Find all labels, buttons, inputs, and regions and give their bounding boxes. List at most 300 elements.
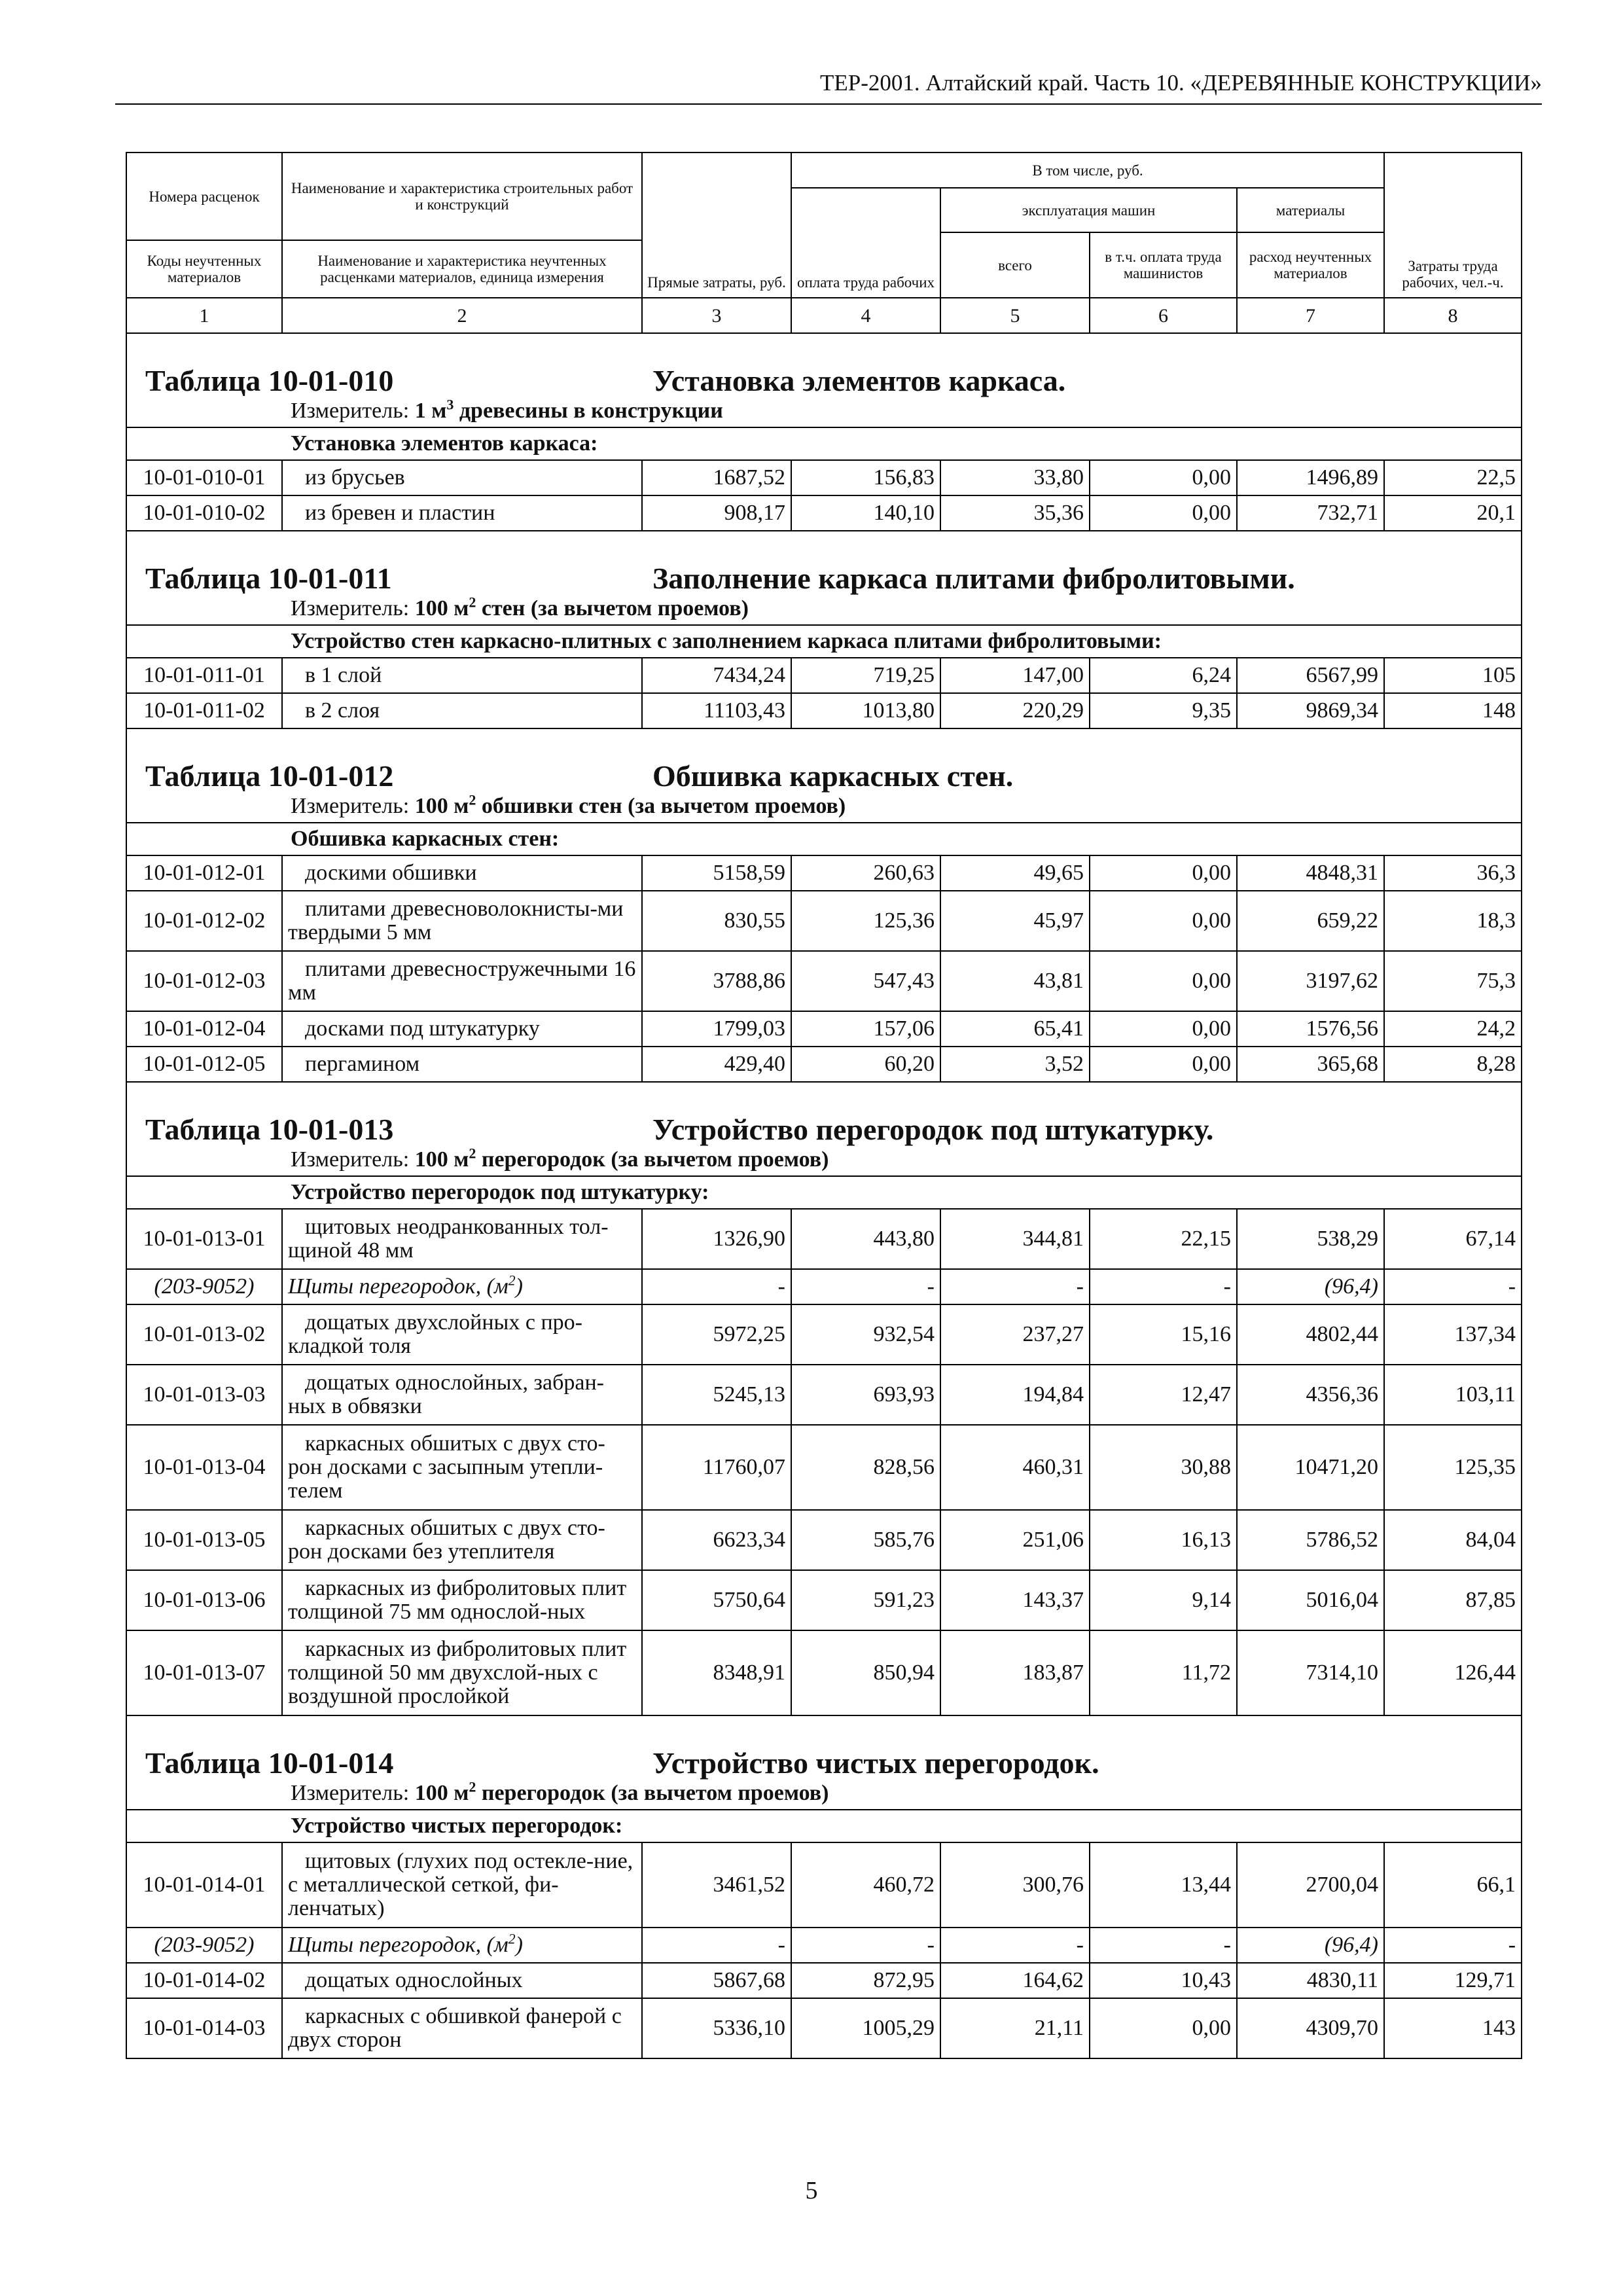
- table-title: Устройство перегородок под штукатурку.: [652, 1113, 1214, 1146]
- materials-cell: 6567,99: [1237, 658, 1384, 693]
- labor-hours-cell: 24,2: [1384, 1011, 1522, 1047]
- labor-hours-cell: 148: [1384, 693, 1522, 728]
- machinist-pay-cell: -: [1090, 1928, 1237, 1963]
- table-row: [126, 951, 1522, 1011]
- materials-cell: 10471,20: [1237, 1425, 1384, 1510]
- meter-unit: 100 м: [414, 1781, 469, 1805]
- labor-cost-cell: 460,72: [791, 1842, 940, 1928]
- machines-total-cell: 164,62: [940, 1963, 1090, 1998]
- table-section-title: [126, 728, 1522, 795]
- group-header: В том числе, руб.: [791, 152, 1384, 188]
- direct-cost-cell: 7434,24: [642, 658, 791, 693]
- table-row: [126, 1963, 1522, 1998]
- work-name: [282, 1630, 642, 1715]
- material-name-end: ): [515, 1933, 523, 1957]
- direct-cost-cell: 5336,10: [642, 1998, 791, 2058]
- materials-cell: (96,4): [1237, 1269, 1384, 1304]
- work-name-text: пергамином: [305, 1052, 420, 1076]
- machines-total-cell: -: [940, 1928, 1090, 1963]
- col2-bottom-header: Наименование и характеристика неучтенных расценками материалов, единица измерения: [282, 240, 642, 298]
- table-row: [126, 1998, 1522, 2058]
- work-name-text: дощатых однослойных: [305, 1968, 523, 1992]
- column-numbers-row: [126, 298, 1522, 333]
- rate-code: 10-01-010-02: [126, 495, 282, 531]
- labor-cost-cell: 157,06: [791, 1011, 940, 1047]
- col8-header: Затраты труда рабочих, чел.-ч.: [1384, 152, 1522, 298]
- machines-total-cell: 33,80: [940, 460, 1090, 495]
- table-section-title-row: [126, 1715, 1522, 1782]
- machinist-pay-cell: 11,72: [1090, 1630, 1237, 1715]
- labor-cost-cell: -: [791, 1269, 940, 1304]
- work-name-text: щитовых неодранкованных тол-щиной 48 мм: [288, 1215, 609, 1263]
- meter-label: Измеритель:: [291, 1147, 410, 1172]
- material-name: [282, 1928, 642, 1963]
- meter-label: Измеритель:: [291, 596, 410, 620]
- table-number: Таблица 10-01-010: [145, 364, 394, 397]
- table-number: Таблица 10-01-013: [145, 1113, 394, 1146]
- machinist-pay-cell: 9,35: [1090, 693, 1237, 728]
- column-number: 5: [940, 298, 1090, 333]
- machines-total-cell: 251,06: [940, 1510, 1090, 1570]
- page-number: 5: [805, 2177, 818, 2204]
- meter-unit-power: 2: [469, 791, 476, 808]
- labor-cost-cell: -: [791, 1928, 940, 1963]
- meter-row: [126, 399, 1522, 427]
- labor-hours-cell: 67,14: [1384, 1209, 1522, 1269]
- header-rule: [115, 103, 1542, 105]
- column-number: 6: [1090, 298, 1237, 333]
- machines-total-cell: 194,84: [940, 1365, 1090, 1425]
- rate-code: 10-01-012-02: [126, 891, 282, 951]
- meter-description: древесины в конструкции: [454, 399, 723, 423]
- materials-cell: (96,4): [1237, 1928, 1384, 1963]
- labor-cost-cell: 443,80: [791, 1209, 940, 1269]
- machines-total-cell: 183,87: [940, 1630, 1090, 1715]
- table-row: [126, 693, 1522, 728]
- meter-unit: 1 м: [414, 399, 447, 423]
- materials-cell: 1576,56: [1237, 1011, 1384, 1047]
- work-name: [282, 855, 642, 891]
- work-name: [282, 460, 642, 495]
- labor-cost-cell: 547,43: [791, 951, 940, 1011]
- direct-cost-cell: 5867,68: [642, 1963, 791, 1998]
- labor-cost-cell: 719,25: [791, 658, 940, 693]
- meter-unit: 100 м: [414, 596, 469, 620]
- machines-total-cell: -: [940, 1269, 1090, 1304]
- rate-code: 10-01-013-06: [126, 1570, 282, 1630]
- direct-cost-cell: 5245,13: [642, 1365, 791, 1425]
- rate-code: 10-01-012-05: [126, 1047, 282, 1082]
- table-row: [126, 1570, 1522, 1630]
- machines-total-cell: 49,65: [940, 855, 1090, 891]
- table-row: [126, 460, 1522, 495]
- meter-line: [126, 396, 1522, 427]
- meter-unit-power: 3: [446, 396, 454, 413]
- machinist-pay-cell: 12,47: [1090, 1365, 1237, 1425]
- meter-unit-power: 2: [469, 594, 476, 611]
- table-row: [126, 1842, 1522, 1928]
- machinist-pay-cell: 0,00: [1090, 855, 1237, 891]
- table-number: Таблица 10-01-011: [145, 562, 392, 595]
- rate-code: 10-01-013-03: [126, 1365, 282, 1425]
- machines-total-cell: 21,11: [940, 1998, 1090, 2058]
- direct-cost-cell: 3461,52: [642, 1842, 791, 1928]
- materials-header: материалы: [1237, 188, 1384, 232]
- direct-cost-cell: 830,55: [642, 891, 791, 951]
- machinist-pay-cell: 9,14: [1090, 1570, 1237, 1630]
- direct-cost-cell: 8348,91: [642, 1630, 791, 1715]
- col2-top-header: Наименование и характеристика строительных работ и конструкций: [282, 152, 642, 240]
- table-title: Заполнение каркаса плитами фибролитовыми.: [652, 562, 1295, 595]
- rate-code: 10-01-014-02: [126, 1963, 282, 1998]
- labor-cost-cell: 850,94: [791, 1630, 940, 1715]
- work-name: [282, 1365, 642, 1425]
- col6-header: в т.ч. оплата труда машинистов: [1090, 232, 1237, 298]
- work-name-text: щитовых (глухих под остекле-ние, с металлической сеткой, фи-ленчатых): [288, 1849, 633, 1920]
- labor-hours-cell: 129,71: [1384, 1963, 1522, 1998]
- rate-code: 10-01-013-05: [126, 1510, 282, 1570]
- machinist-pay-cell: 0,00: [1090, 495, 1237, 531]
- direct-cost-cell: 5750,64: [642, 1570, 791, 1630]
- rate-code: 10-01-011-02: [126, 693, 282, 728]
- column-number: 7: [1237, 298, 1384, 333]
- work-name: [282, 658, 642, 693]
- materials-cell: 7314,10: [1237, 1630, 1384, 1715]
- work-name-text: дощатых однослойных, забран-ных в обвязки: [288, 1371, 604, 1418]
- direct-cost-cell: 11103,43: [642, 693, 791, 728]
- machinist-pay-cell: 0,00: [1090, 460, 1237, 495]
- materials-cell: 3197,62: [1237, 951, 1384, 1011]
- labor-hours-cell: 143: [1384, 1998, 1522, 2058]
- rate-code: 10-01-012-04: [126, 1011, 282, 1047]
- labor-hours-cell: 66,1: [1384, 1842, 1522, 1928]
- work-name: [282, 1842, 642, 1928]
- machines-total-cell: 344,81: [940, 1209, 1090, 1269]
- table-row: [126, 1365, 1522, 1425]
- column-number: 4: [791, 298, 940, 333]
- meter-description: перегородок (за вычетом проемов): [476, 1781, 829, 1805]
- subheader: Устройство стен каркасно-плитных с заполнением каркаса плитами фибролитовыми:: [126, 625, 1522, 658]
- machinist-pay-cell: 10,43: [1090, 1963, 1237, 1998]
- meter-description: стен (за вычетом проемов): [476, 596, 749, 620]
- table-row: [126, 1011, 1522, 1047]
- rate-code: 10-01-011-01: [126, 658, 282, 693]
- meter-unit: 100 м: [414, 794, 469, 818]
- materials-cell: 4848,31: [1237, 855, 1384, 891]
- meter-row: [126, 795, 1522, 823]
- meter-value: [414, 791, 846, 818]
- table-section-title-row: [126, 531, 1522, 597]
- table-row: [126, 495, 1522, 531]
- table-title: Устройство чистых перегородок.: [652, 1746, 1099, 1780]
- work-name: [282, 1047, 642, 1082]
- table-row: [126, 891, 1522, 951]
- subheader: Устройство перегородок под штукатурку:: [126, 1176, 1522, 1209]
- labor-hours-cell: 75,3: [1384, 951, 1522, 1011]
- labor-hours-cell: -: [1384, 1928, 1522, 1963]
- col1-top-header: Номера расценок: [126, 152, 282, 240]
- machinist-pay-cell: -: [1090, 1269, 1237, 1304]
- direct-cost-cell: 11760,07: [642, 1425, 791, 1510]
- table-head: [126, 152, 1522, 333]
- machines-total-cell: 43,81: [940, 951, 1090, 1011]
- meter-value: [414, 396, 723, 423]
- col7-header: расход неучтенных материалов: [1237, 232, 1384, 298]
- materials-cell: 659,22: [1237, 891, 1384, 951]
- meter-description: перегородок (за вычетом проемов): [476, 1147, 829, 1172]
- table-section-title-row: [126, 728, 1522, 795]
- labor-cost-cell: 872,95: [791, 1963, 940, 1998]
- labor-cost-cell: 125,36: [791, 891, 940, 951]
- labor-hours-cell: 87,85: [1384, 1570, 1522, 1630]
- direct-cost-cell: 429,40: [642, 1047, 791, 1082]
- rate-code: 10-01-013-04: [126, 1425, 282, 1510]
- col3-header: Прямые затраты, руб.: [642, 152, 791, 298]
- materials-cell: 4802,44: [1237, 1304, 1384, 1365]
- work-name: [282, 1209, 642, 1269]
- machines-total-cell: 220,29: [940, 693, 1090, 728]
- table-section-title: [126, 1082, 1522, 1148]
- rate-code: 10-01-013-02: [126, 1304, 282, 1365]
- work-name-text: в 1 слой: [305, 663, 382, 687]
- work-name: [282, 495, 642, 531]
- materials-cell: 5016,04: [1237, 1570, 1384, 1630]
- subheader-row: [126, 823, 1522, 855]
- table-number: Таблица 10-01-014: [145, 1746, 394, 1780]
- materials-cell: 2700,04: [1237, 1842, 1384, 1928]
- unit-power: 2: [508, 1272, 516, 1289]
- material-row: [126, 1269, 1522, 1304]
- work-name-text: плитами древесностружечными 16 мм: [288, 957, 636, 1005]
- labor-cost-cell: 932,54: [791, 1304, 940, 1365]
- machinist-pay-cell: 22,15: [1090, 1209, 1237, 1269]
- material-name-text: Щиты перегородок, (м: [288, 1933, 508, 1957]
- meter-row: [126, 597, 1522, 625]
- machinist-pay-cell: 15,16: [1090, 1304, 1237, 1365]
- column-number: 3: [642, 298, 791, 333]
- meter-line: [126, 594, 1522, 625]
- meter-value: [415, 1147, 829, 1172]
- labor-hours-cell: 20,1: [1384, 495, 1522, 531]
- table-row: [126, 1304, 1522, 1365]
- direct-cost-cell: 1687,52: [642, 460, 791, 495]
- meter-description: обшивки стен (за вычетом проемов): [476, 794, 846, 818]
- labor-hours-cell: 125,35: [1384, 1425, 1522, 1510]
- column-number: 8: [1384, 298, 1522, 333]
- page-header: ТЕР-2001. Алтайский край. Часть 10. «ДЕРЕВЯННЫЕ КОНСТРУКЦИИ»: [820, 70, 1542, 96]
- direct-cost-cell: 6623,34: [642, 1510, 791, 1570]
- work-name-text: в 2 слоя: [305, 698, 380, 723]
- machines-total-cell: 45,97: [940, 891, 1090, 951]
- machines-total-cell: 300,76: [940, 1842, 1090, 1928]
- materials-cell: 4309,70: [1237, 1998, 1384, 2058]
- meter-value: [415, 596, 749, 620]
- material-name: [282, 1269, 642, 1304]
- rate-code: 10-01-014-03: [126, 1998, 282, 2058]
- table-row: [126, 1425, 1522, 1510]
- meter-label: Измеритель:: [291, 399, 410, 423]
- machinist-pay-cell: 0,00: [1090, 891, 1237, 951]
- work-name: [282, 1011, 642, 1047]
- direct-cost-cell: 5972,25: [642, 1304, 791, 1365]
- machines-total-cell: 65,41: [940, 1011, 1090, 1047]
- labor-cost-cell: 693,93: [791, 1365, 940, 1425]
- work-name: [282, 1425, 642, 1510]
- direct-cost-cell: 908,17: [642, 495, 791, 531]
- machinist-pay-cell: 13,44: [1090, 1842, 1237, 1928]
- rate-code: 10-01-012-03: [126, 951, 282, 1011]
- machinist-pay-cell: 30,88: [1090, 1425, 1237, 1510]
- materials-cell: 732,71: [1237, 495, 1384, 531]
- materials-cell: 5786,52: [1237, 1510, 1384, 1570]
- meter-row: [126, 1782, 1522, 1810]
- subheader-row: [126, 1810, 1522, 1842]
- direct-cost-cell: -: [642, 1928, 791, 1963]
- direct-cost-cell: -: [642, 1269, 791, 1304]
- col4-header: оплата труда рабочих: [791, 188, 940, 298]
- materials-cell: 4830,11: [1237, 1963, 1384, 1998]
- labor-hours-cell: 8,28: [1384, 1047, 1522, 1082]
- table-section-title: [126, 333, 1522, 399]
- direct-cost-cell: 3788,86: [642, 951, 791, 1011]
- table-row: [126, 658, 1522, 693]
- labor-cost-cell: 260,63: [791, 855, 940, 891]
- table-row: [126, 1209, 1522, 1269]
- labor-cost-cell: 585,76: [791, 1510, 940, 1570]
- labor-hours-cell: 36,3: [1384, 855, 1522, 891]
- work-name-text: доскими обшивки: [305, 861, 477, 885]
- machinist-pay-cell: 0,00: [1090, 1047, 1237, 1082]
- work-name-text: каркасных обшитых с двух сто-рон досками без утеплителя: [288, 1516, 605, 1564]
- work-name: [282, 1998, 642, 2058]
- machines-total-cell: 237,27: [940, 1304, 1090, 1365]
- table-title: Обшивка каркасных стен.: [652, 759, 1014, 793]
- labor-cost-cell: 591,23: [791, 1570, 940, 1630]
- col5-header: всего: [940, 232, 1090, 298]
- machinist-pay-cell: 16,13: [1090, 1510, 1237, 1570]
- labor-hours-cell: 22,5: [1384, 460, 1522, 495]
- meter-row: [126, 1148, 1522, 1176]
- table-title: Установка элементов каркаса.: [652, 364, 1066, 397]
- table-section-title: [126, 531, 1522, 597]
- machines-total-cell: 3,52: [940, 1047, 1090, 1082]
- work-name-text: каркасных из фибролитовых плит толщиной 50 мм двухслой-ных с воздушной прослойкой: [288, 1637, 627, 1708]
- work-name: [282, 891, 642, 951]
- direct-cost-cell: 5158,59: [642, 855, 791, 891]
- labor-hours-cell: 126,44: [1384, 1630, 1522, 1715]
- labor-hours-cell: 18,3: [1384, 891, 1522, 951]
- rate-code: 10-01-014-01: [126, 1842, 282, 1928]
- meter-unit-power: 2: [469, 1778, 476, 1795]
- subheader-row: [126, 427, 1522, 460]
- direct-cost-cell: 1799,03: [642, 1011, 791, 1047]
- column-number: 1: [126, 298, 282, 333]
- work-name-text: каркасных с обшивкой фанерой с двух сторон: [288, 2004, 622, 2052]
- table-section-title-row: [126, 1082, 1522, 1148]
- meter-line: [126, 1145, 1522, 1176]
- table-section-title-row: [126, 333, 1522, 399]
- labor-hours-cell: 105: [1384, 658, 1522, 693]
- table-number: Таблица 10-01-012: [145, 759, 394, 793]
- work-name-text: плитами древесноволокнисты-ми твердыми 5 мм: [288, 897, 624, 944]
- machinist-pay-cell: 0,00: [1090, 1011, 1237, 1047]
- direct-cost-cell: 1326,90: [642, 1209, 791, 1269]
- machines-total-cell: 35,36: [940, 495, 1090, 531]
- machinist-pay-cell: 0,00: [1090, 951, 1237, 1011]
- work-name: [282, 1304, 642, 1365]
- meter-label: Измеритель:: [291, 1781, 410, 1805]
- meter-line: [126, 1778, 1522, 1810]
- meter-line: [126, 791, 1522, 823]
- subheader-row: [126, 625, 1522, 658]
- unit-power: 2: [508, 1930, 516, 1947]
- labor-cost-cell: 1013,80: [791, 693, 940, 728]
- materials-cell: 365,68: [1237, 1047, 1384, 1082]
- machines-total-cell: 460,31: [940, 1425, 1090, 1510]
- col1-bottom-header: Коды неучтенных материалов: [126, 240, 282, 298]
- work-name: [282, 693, 642, 728]
- machinist-pay-cell: 6,24: [1090, 658, 1237, 693]
- work-name-text: из брусьев: [305, 465, 405, 490]
- table-row: [126, 855, 1522, 891]
- labor-hours-cell: 137,34: [1384, 1304, 1522, 1365]
- labor-hours-cell: 84,04: [1384, 1510, 1522, 1570]
- materials-cell: 9869,34: [1237, 693, 1384, 728]
- meter-label: Измеритель:: [291, 794, 410, 818]
- work-name-text: каркасных обшитых с двух сто-рон досками с засыпным утепли-телем: [288, 1431, 605, 1503]
- labor-hours-cell: -: [1384, 1269, 1522, 1304]
- work-name: [282, 1510, 642, 1570]
- material-row: [126, 1928, 1522, 1963]
- work-name: [282, 951, 642, 1011]
- labor-cost-cell: 60,20: [791, 1047, 940, 1082]
- subheader-row: [126, 1176, 1522, 1209]
- meter-value: [414, 1778, 829, 1805]
- rate-code: 10-01-012-01: [126, 855, 282, 891]
- material-name-end: ): [515, 1274, 523, 1299]
- rate-code: 10-01-013-07: [126, 1630, 282, 1715]
- labor-cost-cell: 828,56: [791, 1425, 940, 1510]
- machinist-pay-cell: 0,00: [1090, 1998, 1237, 2058]
- work-name: [282, 1963, 642, 1998]
- subheader: Обшивка каркасных стен:: [126, 823, 1522, 855]
- materials-cell: 1496,89: [1237, 460, 1384, 495]
- subheader: Установка элементов каркаса:: [126, 427, 1522, 460]
- table-row: [126, 1510, 1522, 1570]
- meter-unit-power: 2: [469, 1145, 476, 1162]
- work-name: [282, 1570, 642, 1630]
- machines-total-cell: 147,00: [940, 658, 1090, 693]
- labor-cost-cell: 156,83: [791, 460, 940, 495]
- price-table: [126, 152, 1522, 2059]
- work-name-text: каркасных из фибролитовых плит толщиной 75 мм однослой-ных: [288, 1576, 627, 1624]
- meter-unit: 100 м: [414, 1147, 469, 1172]
- table-row: [126, 1630, 1522, 1715]
- table-body: [126, 333, 1522, 2058]
- rate-code: 10-01-013-01: [126, 1209, 282, 1269]
- labor-cost-cell: 1005,29: [791, 1998, 940, 2058]
- subheader: Устройство чистых перегородок:: [126, 1810, 1522, 1842]
- materials-cell: 4356,36: [1237, 1365, 1384, 1425]
- machines-header: эксплуатация машин: [940, 188, 1237, 232]
- labor-hours-cell: 103,11: [1384, 1365, 1522, 1425]
- work-name-text: дощатых двухслойных с про-кладкой толя: [288, 1310, 583, 1358]
- materials-cell: 538,29: [1237, 1209, 1384, 1269]
- material-code: (203-9052): [126, 1269, 282, 1304]
- work-name-text: досками под штукатурку: [305, 1016, 540, 1041]
- labor-cost-cell: 140,10: [791, 495, 940, 531]
- column-number: 2: [282, 298, 642, 333]
